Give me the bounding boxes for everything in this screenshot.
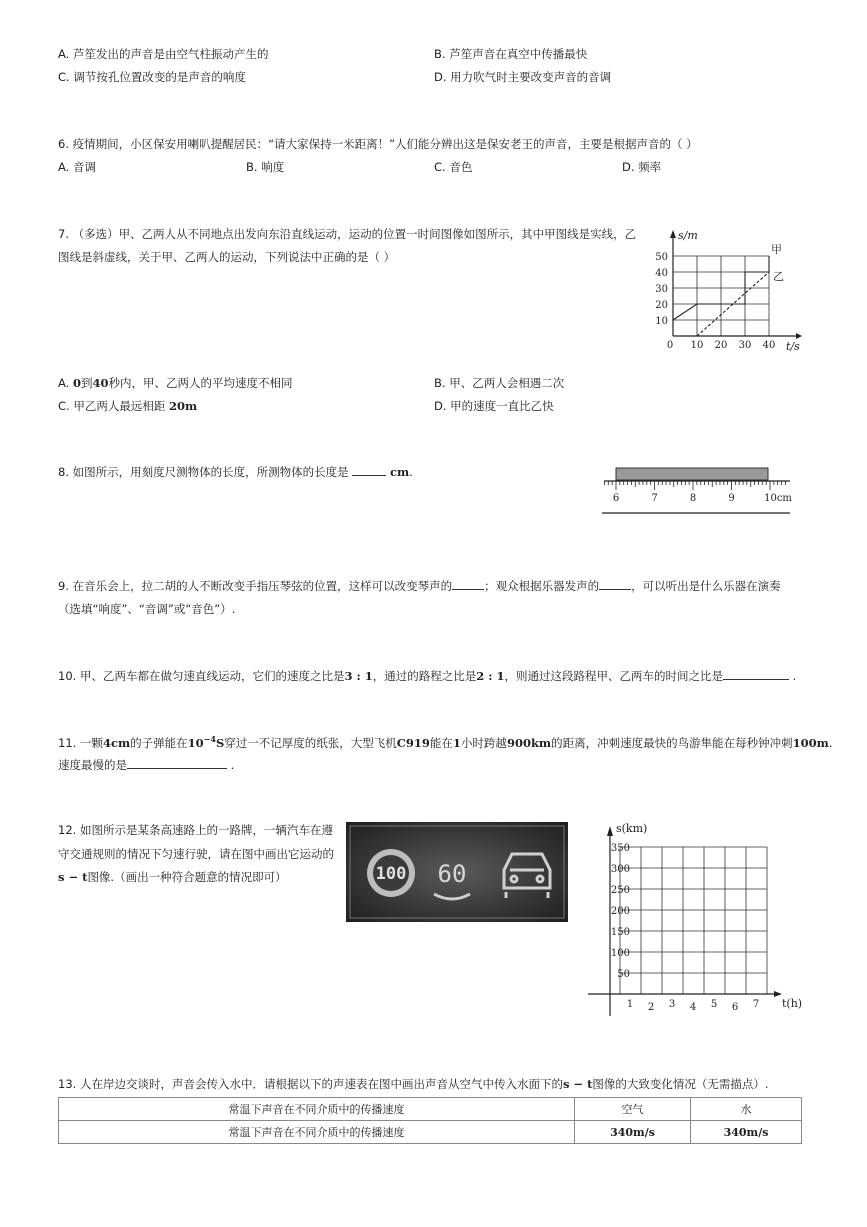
- q7-option-b: B. 甲、乙两人会相遇二次: [434, 376, 565, 390]
- q7-option-c: C. 甲乙两人最远相距 20m: [58, 399, 198, 413]
- table-cell: 340m/s: [691, 1121, 802, 1144]
- q10-stem: 10. 甲、乙两车都在做匀速直线运动，它们的速度之比是3 : 1，通过的路程之比是2 : 1，则通过这段路程甲、乙两车的时间之比是 .: [58, 669, 797, 683]
- sound-speed-table: [58, 1097, 802, 1144]
- x-tick-label: 30: [738, 340, 752, 351]
- x-tick-label: 7: [752, 999, 760, 1010]
- table-cell: 空气: [575, 1098, 691, 1121]
- x-tick-label: 1: [626, 999, 634, 1010]
- x-axis-arrow: [796, 333, 802, 339]
- y-tick-label: 300: [610, 864, 630, 875]
- x-tick-label: 3: [668, 999, 676, 1010]
- y-tick-label: 100: [610, 948, 630, 959]
- x-tick-label: 20: [714, 340, 728, 351]
- table-row: [59, 1098, 802, 1121]
- series-label-yi: 乙: [773, 270, 784, 283]
- series-label-jia: 甲: [771, 243, 782, 256]
- y-tick-label: 40: [655, 268, 668, 279]
- q12-st-chart: [584, 818, 806, 1020]
- x-tick-label: 4: [689, 1002, 697, 1013]
- y-tick-label: 30: [655, 284, 668, 295]
- q11-line1: 11. 一颗4cm的子弹能在$10^{-4}S$穿过一不记厚度的纸张，大型飞机C919能在1小时跨越900km的距离，冲刺速度最快的鸟游隼能在每秒钟冲刺100m.: [58, 734, 833, 750]
- x-axis-label: t(h): [782, 997, 803, 1010]
- q6-option-c: C. 音色: [434, 160, 473, 174]
- x-tick-label: 40: [762, 340, 776, 351]
- q5-option-c: C. 调节按孔位置改变的是声音的响度: [58, 70, 246, 84]
- q8-answer-blank[interactable]: [352, 475, 386, 476]
- y-axis-arrow: [670, 230, 676, 238]
- q7-position-time-chart: [648, 224, 808, 356]
- ruler-tick-label: 10cm: [764, 493, 792, 504]
- q7-option-d: D. 甲的速度一直比乙快: [434, 399, 554, 413]
- table-cell: 340m/s: [575, 1121, 691, 1144]
- sign-min-speed: 60: [437, 860, 467, 888]
- q8-stem: 8. 如图所示，用刻度尺测物体的长度，所测物体的长度是 cm.: [58, 465, 413, 479]
- q11-line2: 速度最慢的是 .: [58, 758, 235, 772]
- sign-max-speed: 100: [375, 864, 407, 884]
- q6-option-d: D. 频率: [622, 160, 662, 174]
- q12-line3: s − t图像.（画出一种符合题意的情况即可）: [58, 870, 287, 884]
- y-tick-label: 50: [617, 969, 630, 980]
- ruler-tick-label: 7: [651, 493, 658, 504]
- ruler-figure: [598, 460, 798, 520]
- q6-stem: 6. 疫情期间，小区保安用喇叭提醒居民：“请大家保持一米距离！”人们能分辨出这是保安老王的声音，主要是根据声音的（ ）: [58, 137, 698, 151]
- table-cell: 常温下声音在不同介质中的传播速度: [59, 1098, 575, 1121]
- y-tick-label: 250: [610, 885, 630, 896]
- ruler-tick-label: 6: [612, 493, 620, 504]
- x-tick-label: 5: [710, 999, 718, 1010]
- table-row: [59, 1121, 802, 1144]
- y-tick-label: 20: [655, 300, 668, 311]
- x-tick-label: 2: [647, 1002, 655, 1013]
- y-tick-label: 200: [610, 906, 630, 917]
- q9-blank-1[interactable]: [452, 589, 484, 590]
- x-axis-arrow: [774, 991, 782, 997]
- q10-answer-blank[interactable]: [723, 679, 789, 680]
- q5-option-b: B. 芦笙声音在真空中传播最快: [434, 47, 588, 61]
- x-tick-label: 6: [731, 1002, 739, 1013]
- q13-stem: 13. 人在岸边交谈时，声音会传入水中．请根据以下的声速表在图中画出声音从空气中传入水面下的s − t图像的大致变化情况（无需描点）.: [58, 1077, 769, 1091]
- q7-option-a: A. 0到40秒内，甲、乙两人的平均速度不相同: [58, 376, 293, 390]
- table-cell: 水: [691, 1098, 802, 1121]
- q5-option-d: D. 用力吹气时主要改变声音的音调: [434, 70, 612, 84]
- q12-line1: 12. 如图所示是某条高速路上的一路牌，一辆汽车在遵: [58, 823, 333, 837]
- table-cell: 常温下声音在不同介质中的传播速度: [59, 1121, 575, 1144]
- ruler-tick-label: 8: [689, 493, 697, 504]
- q9-blank-2[interactable]: [599, 589, 631, 590]
- q9-line1: 9. 在音乐会上，拉二胡的人不断改变手指压琴弦的位置，这样可以改变琴声的 ；观众根据乐器发声的 ，可以听出是什么乐器在演奏: [58, 579, 781, 593]
- road-sign-photo: [346, 822, 568, 922]
- y-axis-label: s/m: [678, 229, 698, 242]
- q9-line2: （选填“响度”、“音调”或“音色”）.: [58, 602, 236, 616]
- y-axis-label: s(km): [616, 822, 648, 835]
- y-axis-arrow: [607, 826, 613, 836]
- x-axis-label: t/s: [786, 340, 800, 353]
- q6-option-a: A. 音调: [58, 160, 96, 174]
- x-tick-label: 10: [690, 340, 704, 351]
- q7-stem-line2: 图线是斜虚线，关于甲、乙两人的运动，下列说法中正确的是（ ）: [58, 250, 396, 264]
- y-tick-label: 350: [610, 843, 630, 854]
- q7-stem-line1: 7. （多选）甲、乙两人从不同地点出发向东沿直线运动，运动的位置一时间图像如图所示，其中甲图线是实线，乙: [58, 227, 637, 241]
- q5-option-a: A. 芦笙发出的声音是由空气柱振动产生的: [58, 47, 269, 61]
- q12-line2: 守交通规则的情况下匀速行驶，请在图中画出它运动的: [58, 847, 334, 861]
- y-tick-label: 50: [655, 252, 668, 263]
- q11-answer-blank[interactable]: [127, 768, 227, 769]
- y-tick-label: 10: [655, 316, 668, 327]
- x-tick-label: 0: [666, 340, 674, 351]
- y-tick-label: 150: [610, 927, 630, 938]
- ruler-tick-label: 9: [728, 493, 735, 504]
- q6-option-b: B. 响度: [246, 160, 285, 174]
- measured-object: [616, 468, 768, 480]
